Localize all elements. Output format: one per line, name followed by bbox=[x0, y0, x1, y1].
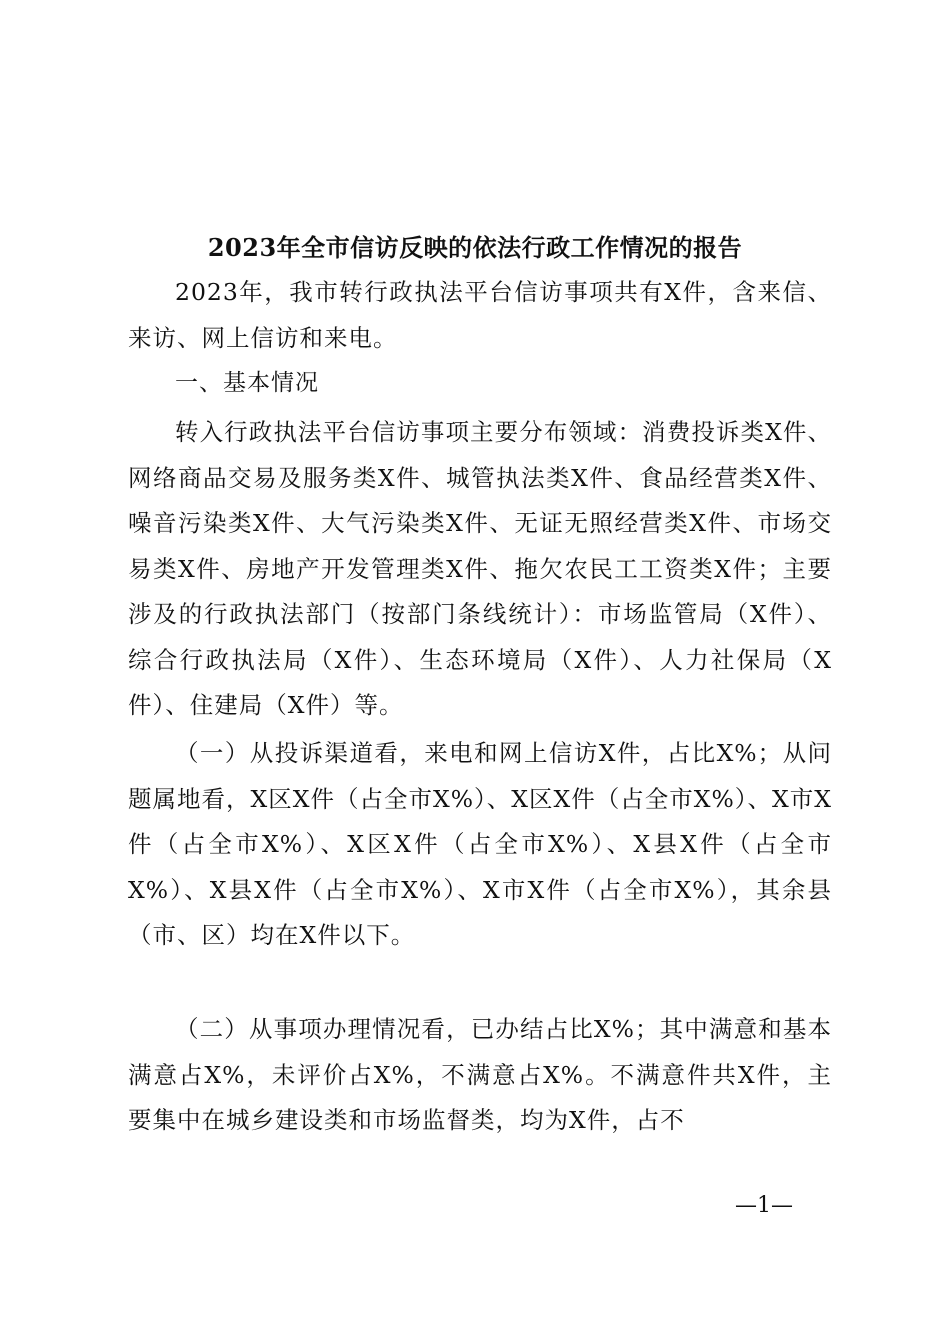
document-title: 2023年全市信访反映的依法行政工作情况的报告 bbox=[207, 233, 743, 262]
paragraph-text: 转入行政执法平台信访事项主要分布领域：消费投诉类X件、网络商品交易及服务类X件、城管执法类X件、食品经营类X件、噪音污染类X件、大气污染类X件、无证无照经营类X件、市场交易类X件、房地产开发管理类X件、拖欠农民工工资类X件；主要涉及的行政执法部门（按部门条线统计）：市场监管局（X件）、综合行政执法局（X件）、生态环境局（X件）、人力社保局（X件）、住建局（X件）等。 bbox=[128, 418, 832, 719]
paragraph-channels bbox=[128, 731, 832, 959]
section-heading-text: 一、基本情况 bbox=[175, 370, 319, 396]
paragraph-distribution bbox=[128, 410, 832, 729]
section-heading-basic bbox=[128, 361, 832, 407]
paragraph-text: （二）从事项办理情况看，已办结占比X%；其中满意和基本满意占X%，未评价占X%，不满意占X%。不满意件共X件，主要集中在城乡建设类和市场监督类，均为X件，占不 bbox=[128, 1015, 832, 1134]
page-number: —1— bbox=[735, 1193, 793, 1218]
paragraph-handling bbox=[128, 1007, 832, 1144]
paragraph-text: （一）从投诉渠道看，来电和网上信访X件，占比X%；从问题属地看，X区X件（占全市X%）、X区X件（占全市X%）、X市X件（占全市X%）、X区X件（占全市X%）、X县X件（占全市X%）、X县X件（占全市X%）、X市X件（占全市X%），其余县（市、区）均在X件以下。 bbox=[128, 739, 832, 949]
paragraph-intro bbox=[128, 270, 832, 361]
paragraph-text: 2023年，我市转行政执法平台信访事项共有X件，含来信、来访、网上信访和来电。 bbox=[128, 278, 832, 352]
